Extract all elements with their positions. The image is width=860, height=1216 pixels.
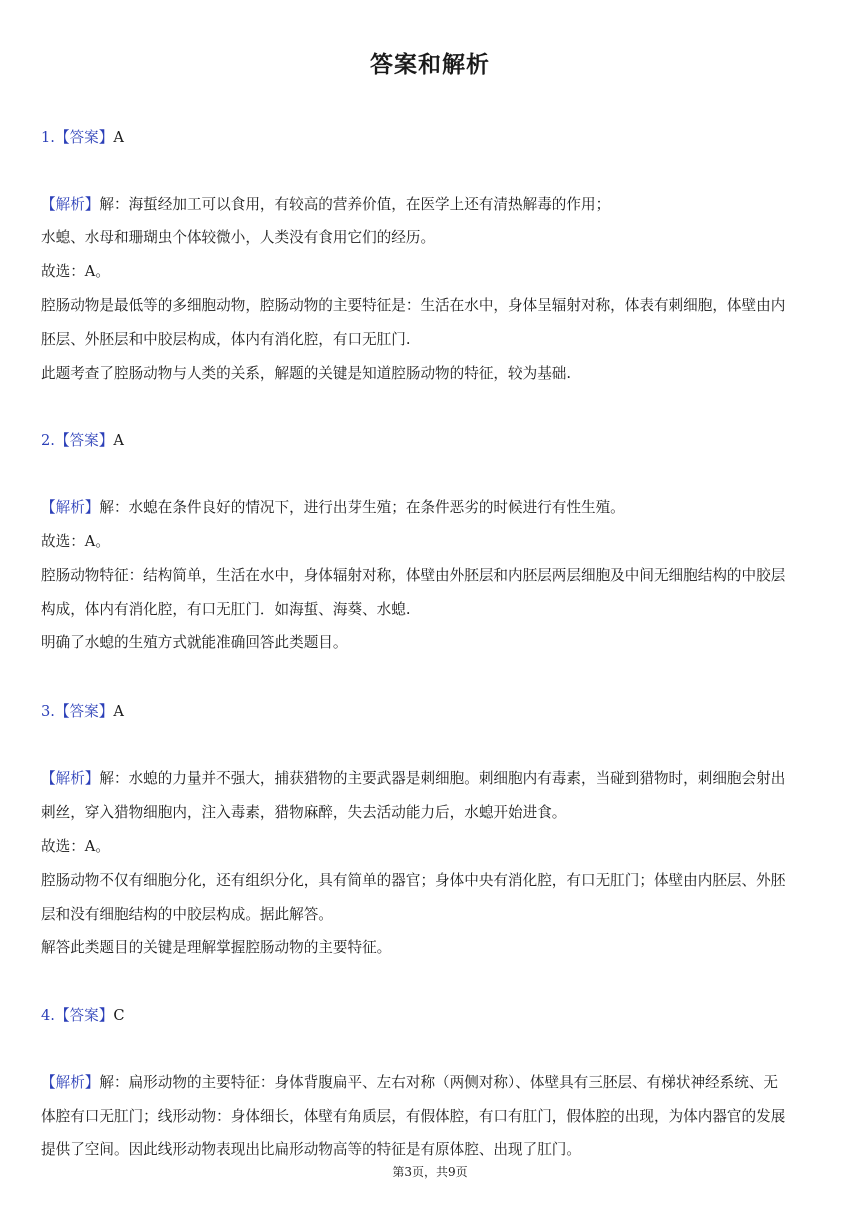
analysis-text: 层和没有细胞结构的中胶层构成。据此解答。 <box>41 906 333 923</box>
analysis-tag: 【解析】 <box>41 1074 100 1091</box>
analysis-text: 构成，体内有消化腔，有口无肛门．如海蜇、海葵、水螅. <box>41 601 411 618</box>
analysis-text: 腔肠动物是最低等的多细胞动物，腔肠动物的主要特征是：生活在水中，身体呈辐射对称，体表有刺细胞，体壁由内 <box>41 297 786 314</box>
answer-tag: 【答案】 <box>54 1007 114 1024</box>
analysis-tag: 【解析】 <box>41 196 100 213</box>
analysis-text: 故选：A。 <box>41 838 110 855</box>
analysis-tag: 【解析】 <box>41 499 100 516</box>
analysis-text: 提供了空间。因此线形动物表现出比扁形动物高等的特征是有原体腔、出现了肛门。 <box>41 1141 581 1158</box>
analysis-text: 此题考查了腔肠动物与人类的关系，解题的关键是知道腔肠动物的特征，较为基础. <box>41 365 572 382</box>
page-footer: 第3页，共9页 <box>392 1165 468 1179</box>
analysis-text: 水螅、水母和珊瑚虫个体较微小，人类没有食用它们的经历。 <box>41 229 436 246</box>
question-number: 4. <box>41 1007 55 1024</box>
analysis-text: 解：水螅在条件良好的情况下，进行出芽生殖；在条件恶劣的时候进行有性生殖。 <box>99 499 625 516</box>
answer-tag: 【答案】 <box>54 129 114 146</box>
answer-value: A <box>113 129 124 146</box>
analysis-line <box>41 1073 821 1093</box>
answer-tag: 【答案】 <box>54 432 114 449</box>
question-number: 3. <box>41 703 55 720</box>
answer-line-4 <box>41 1006 821 1026</box>
answer-value: C <box>113 1007 125 1024</box>
page-title: 答案和解析 <box>370 52 490 78</box>
answer-tag: 【答案】 <box>54 703 114 720</box>
analysis-tag: 【解析】 <box>41 770 100 787</box>
analysis-text: 腔肠动物特征：结构简单，生活在水中，身体辐射对称，体壁由外胚层和内胚层两层细胞及中间无细胞结构的中胶层 <box>41 567 786 584</box>
analysis-text: 腔肠动物不仅有细胞分化，还有组织分化，具有简单的器官；身体中央有消化腔，有口无肛门；体壁由内胚层、外胚 <box>41 872 786 889</box>
analysis-line <box>41 195 821 215</box>
analysis-line <box>41 769 821 789</box>
answer-line-3 <box>41 702 821 722</box>
analysis-text: 解：水螅的力量并不强大，捕获猎物的主要武器是刺细胞。刺细胞内有毒素，当碰到猎物时，刺细胞会射出 <box>99 770 786 787</box>
analysis-text: 故选：A。 <box>41 263 110 280</box>
analysis-text: 故选：A。 <box>41 533 110 550</box>
question-number: 2. <box>41 432 55 449</box>
analysis-line <box>41 498 821 518</box>
answer-line-2 <box>41 431 821 451</box>
analysis-text: 解：海蜇经加工可以食用，有较高的营养价值，在医学上还有清热解毒的作用； <box>99 196 611 213</box>
analysis-text: 体腔有口无肛门；线形动物：身体细长，体壁有角质层，有假体腔，有口有肛门，假体腔的出现，为体内器官的发展 <box>41 1108 786 1125</box>
answer-line-1 <box>41 128 821 148</box>
answer-value: A <box>113 432 124 449</box>
analysis-text: 明确了水螅的生殖方式就能准确回答此类题目。 <box>41 634 348 651</box>
analysis-text: 解：扁形动物的主要特征：身体背腹扁平、左右对称（两侧对称）、体壁具有三胚层、有梯状神经系统、无 <box>99 1074 779 1091</box>
analysis-text: 解答此类题目的关键是理解掌握腔肠动物的主要特征。 <box>41 939 392 956</box>
analysis-text: 刺丝，穿入猎物细胞内，注入毒素，猎物麻醉，失去活动能力后，水螅开始进食。 <box>41 804 567 821</box>
answer-value: A <box>113 703 124 720</box>
analysis-text: 胚层、外胚层和中胶层构成，体内有消化腔，有口无肛门. <box>41 331 411 348</box>
question-number: 1. <box>41 129 55 146</box>
